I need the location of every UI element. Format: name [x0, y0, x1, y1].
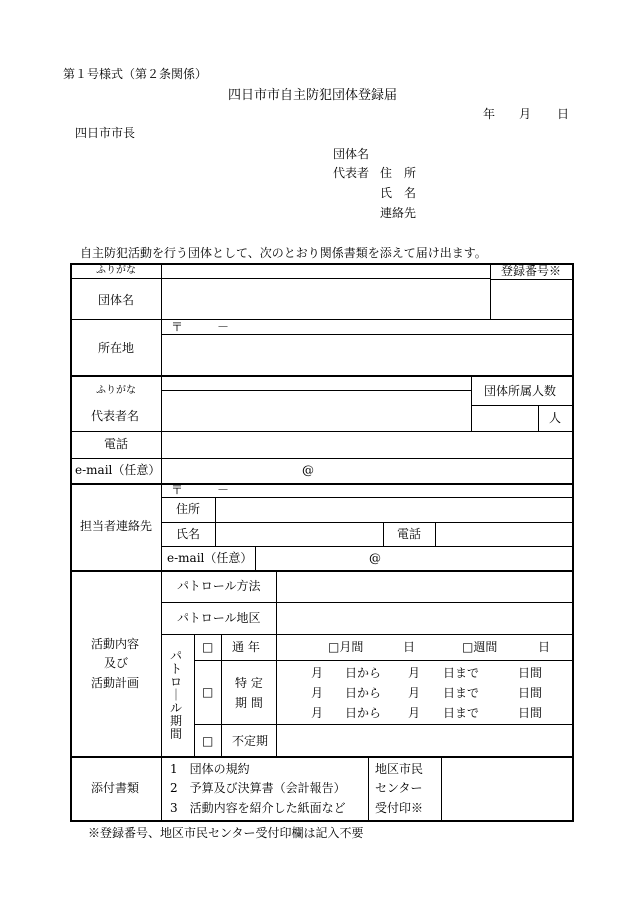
yearround-label: 通 年 [232, 640, 260, 654]
date-month: 月 [519, 107, 532, 121]
contact-email-label: e-mail（任意） [167, 551, 253, 565]
applicant-contact-label: 連絡先 [380, 206, 417, 220]
specific-period-checkbox[interactable]: □ [202, 685, 214, 699]
attachment-item-1: 1 団体の規約 [170, 762, 250, 776]
furigana-label: ふりがな [96, 265, 136, 276]
center-stamp-label-1: 地区市民 [375, 762, 424, 776]
addressee: 四日市市長 [75, 126, 136, 140]
contact-postal-dash: － [217, 483, 230, 497]
center-stamp-label-3: 受付印※ [375, 801, 424, 815]
registration-number-label: 登録番号※ [501, 264, 562, 278]
patrol-method-label: パトロール方法 [177, 579, 261, 593]
applicant-representative-label: 代表者 [333, 166, 370, 180]
registration-form-page: 第１号様式（第２条関係） 四日市市自主防犯団体登録届 年 月 日 四日市市長 団体名 代表者 住 所 氏 名 連絡先 自主防犯活動を行う団体として、次のとおり関係書類を添えて届け出ます。 ふりがな 登録番号※ 団体名 〒 － 所在地 ふりがな 団体所属人数 代表者名 人 電話 e-mail（任意） @ 〒 － 担当者連絡先 住所 氏名 電話 e-mail（任意） @ 活動内容 及び 活動計画 パトロール方法 パトロール地区 パ ト ロ ｜ ル 期 間 □ 通 年 □月間 日 □週間 日 □ 特 定 期 間 月 日から 月 日まで 日間 月 日から 月 日まで 日間 月 日から 月 日まで 日間 □ 不定期 添付書類 1 団体の規約 2 予算及び決算書（会計報告） 3 活動内容を紹介した紙面など 地区市民 センター 受付印※ ※登録番号、地区市民センター受付印欄は記入不要 [0, 0, 630, 903]
date-year: 年 [483, 107, 496, 121]
patrol-area-label: パトロール地区 [177, 611, 261, 625]
email-at-mark: @ [302, 463, 314, 477]
contact-email-at-mark: @ [369, 551, 381, 565]
weekly-checkbox-label[interactable]: □週間 [462, 640, 498, 654]
monthly-day-unit: 日 [403, 640, 416, 654]
yearround-checkbox[interactable]: □ [202, 640, 214, 654]
form-title: 四日市市自主防犯団体登録届 [228, 88, 398, 103]
postal-dash: － [217, 320, 230, 334]
attachment-item-3: 3 活動内容を紹介した紙面など [170, 801, 346, 815]
furigana-label-2: ふりがな [96, 385, 136, 396]
persons-unit: 人 [549, 411, 562, 425]
attachments-label: 添付書類 [91, 781, 140, 795]
contact-phone-label: 電話 [397, 527, 422, 541]
activity-label-line3: 活動計画 [91, 676, 140, 690]
specific-period-label-1: 特 定 [235, 676, 263, 690]
attachment-item-2: 2 予算及び決算書（会計報告） [170, 781, 346, 795]
applicant-group-name-label: 団体名 [333, 147, 370, 161]
contact-name-label: 氏名 [176, 527, 201, 541]
email-label: e-mail（任意） [75, 463, 161, 477]
contact-postal-mark: 〒 [171, 483, 184, 497]
phone-label: 電話 [104, 437, 129, 451]
irregular-checkbox[interactable]: □ [202, 734, 214, 748]
center-stamp-label-2: センター [375, 781, 423, 795]
contact-address-label: 住所 [176, 502, 201, 516]
specific-period-label-2: 期 間 [235, 696, 263, 710]
applicant-address-label: 住 所 [380, 166, 417, 180]
weekly-day-unit: 日 [538, 640, 551, 654]
monthly-checkbox-label[interactable]: □月間 [328, 640, 364, 654]
date-day: 日 [557, 107, 570, 121]
form-number: 第１号様式（第２条関係） [63, 67, 208, 81]
activity-label-line1: 活動内容 [91, 637, 140, 651]
location-label: 所在地 [98, 341, 135, 355]
applicant-name-label: 氏 名 [380, 186, 417, 200]
representative-name-label: 代表者名 [91, 409, 140, 423]
irregular-label: 不定期 [232, 734, 269, 748]
activity-label-line2: 及び [104, 656, 129, 670]
intro-text: 自主防犯活動を行う団体として、次のとおり関係書類を添えて届け出ます。 [80, 246, 487, 260]
contact-person-label: 担当者連絡先 [80, 519, 153, 533]
member-count-label: 団体所属人数 [484, 384, 557, 398]
footnote: ※登録番号、地区市民センター受付印欄は記入不要 [88, 826, 364, 840]
postal-mark: 〒 [171, 320, 184, 334]
group-name-label: 団体名 [98, 293, 135, 307]
